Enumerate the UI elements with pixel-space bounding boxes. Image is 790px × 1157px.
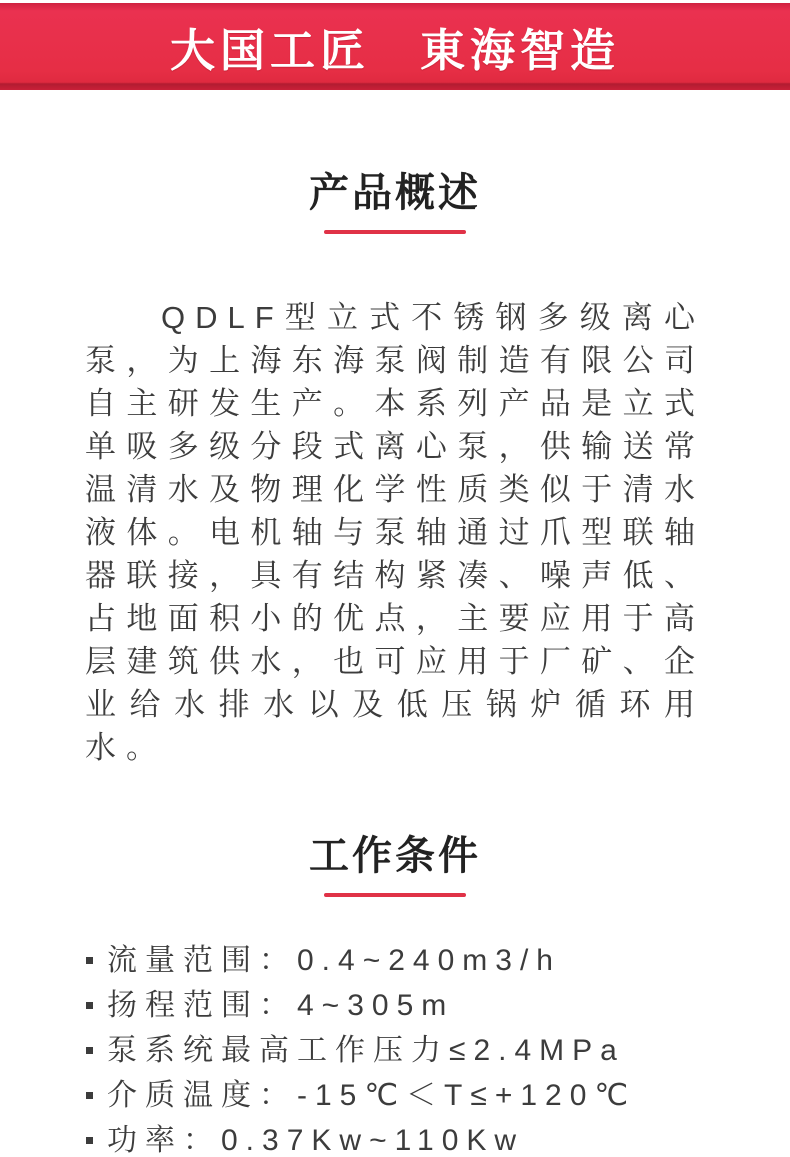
header-banner (0, 3, 790, 90)
spec-text: 介质温度：-15℃＜T≤+120℃ (107, 1079, 637, 1112)
spec-text: 扬程范围：4~305m (107, 989, 455, 1022)
bullet-dot-icon (86, 1047, 93, 1054)
spec-item-flow-range (86, 945, 750, 976)
overview-paragraph: QDLF型立式不锈钢多级离心泵，为上海东海泵阀制造有限公司自主研发生产。本系列产品是立式单吸多级分段式离心泵，供输送常温清水及物理化学性质类似于清水液体。电机轴与泵轴通过爪型联轴器联接，具有结构紧凑、噪声低、占地面积小的优点，主要应用于高层建筑供水，也可应用于厂矿、企业给水排水以及低压锅炉循环用水。 (85, 300, 705, 765)
overview-title-underline (324, 230, 466, 234)
spec-item-head-range (86, 990, 750, 1021)
banner-title: 大国工匠 東海智造 (169, 25, 620, 76)
section-product-overview (0, 170, 790, 769)
spec-list (0, 945, 790, 1156)
bullet-dot-icon (86, 1002, 93, 1009)
spec-text: 流量范围：0.4~240m3/h (107, 944, 561, 977)
spec-text: 泵系统最高工作压力≤2.4MPa (107, 1034, 625, 1067)
spec-item-power-range (86, 1125, 750, 1156)
bullet-dot-icon (86, 957, 93, 964)
bullet-dot-icon (86, 1137, 93, 1144)
working-conditions-title-underline (324, 893, 466, 897)
spec-text: 功率：0.37Kw~110Kw (107, 1124, 525, 1157)
overview-title: 产品概述 (309, 171, 481, 215)
spec-item-max-pressure (86, 1035, 750, 1066)
spec-item-medium-temperature (86, 1080, 750, 1111)
section-working-conditions (0, 833, 790, 1156)
working-conditions-title: 工作条件 (309, 834, 481, 878)
product-detail-page (0, 3, 790, 1157)
bullet-dot-icon (86, 1092, 93, 1099)
